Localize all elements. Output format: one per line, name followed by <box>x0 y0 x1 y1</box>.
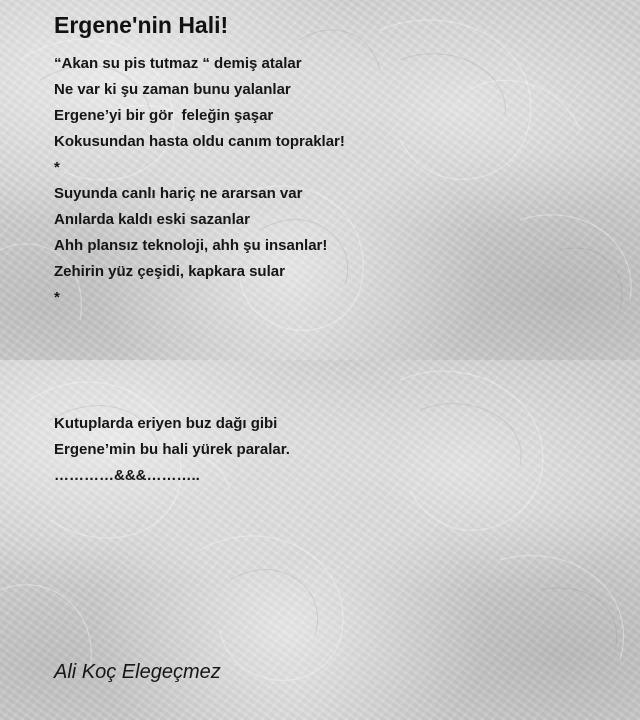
poem-line: Ne var ki şu zaman bunu yalanlar <box>54 81 291 98</box>
poem-line: Ergene’min bu hali yürek paralar. <box>54 441 290 458</box>
poem-body-part-2 <box>54 411 290 489</box>
poem-line: Zehirin yüz çeşidi, kapkara sular <box>54 263 285 280</box>
poem-body-part-1 <box>54 51 345 311</box>
poem-line: …………&&&……….. <box>54 467 200 484</box>
poem-author: Ali Koç Elegeçmez <box>54 661 221 683</box>
stanza-separator: * <box>54 289 60 306</box>
poem-line: Kokusundan hasta oldu canım topraklar! <box>54 133 345 150</box>
poem-line: Anılarda kaldı eski sazanlar <box>54 211 250 228</box>
poem-title: Ergene'nin Hali! <box>54 12 229 38</box>
stanza-separator: * <box>54 159 60 176</box>
poem-line: Ergene’yi bir gör feleğin şaşar <box>54 107 274 124</box>
poem-line: “Akan su pis tutmaz “ demiş atalar <box>54 55 302 72</box>
poem-line: Kutuplarda eriyen buz dağı gibi <box>54 415 278 432</box>
poem-line: Ahh plansız teknoloji, ahh şu insanlar! <box>54 237 328 254</box>
poem-line: Suyunda canlı hariç ne ararsan var <box>54 185 303 202</box>
